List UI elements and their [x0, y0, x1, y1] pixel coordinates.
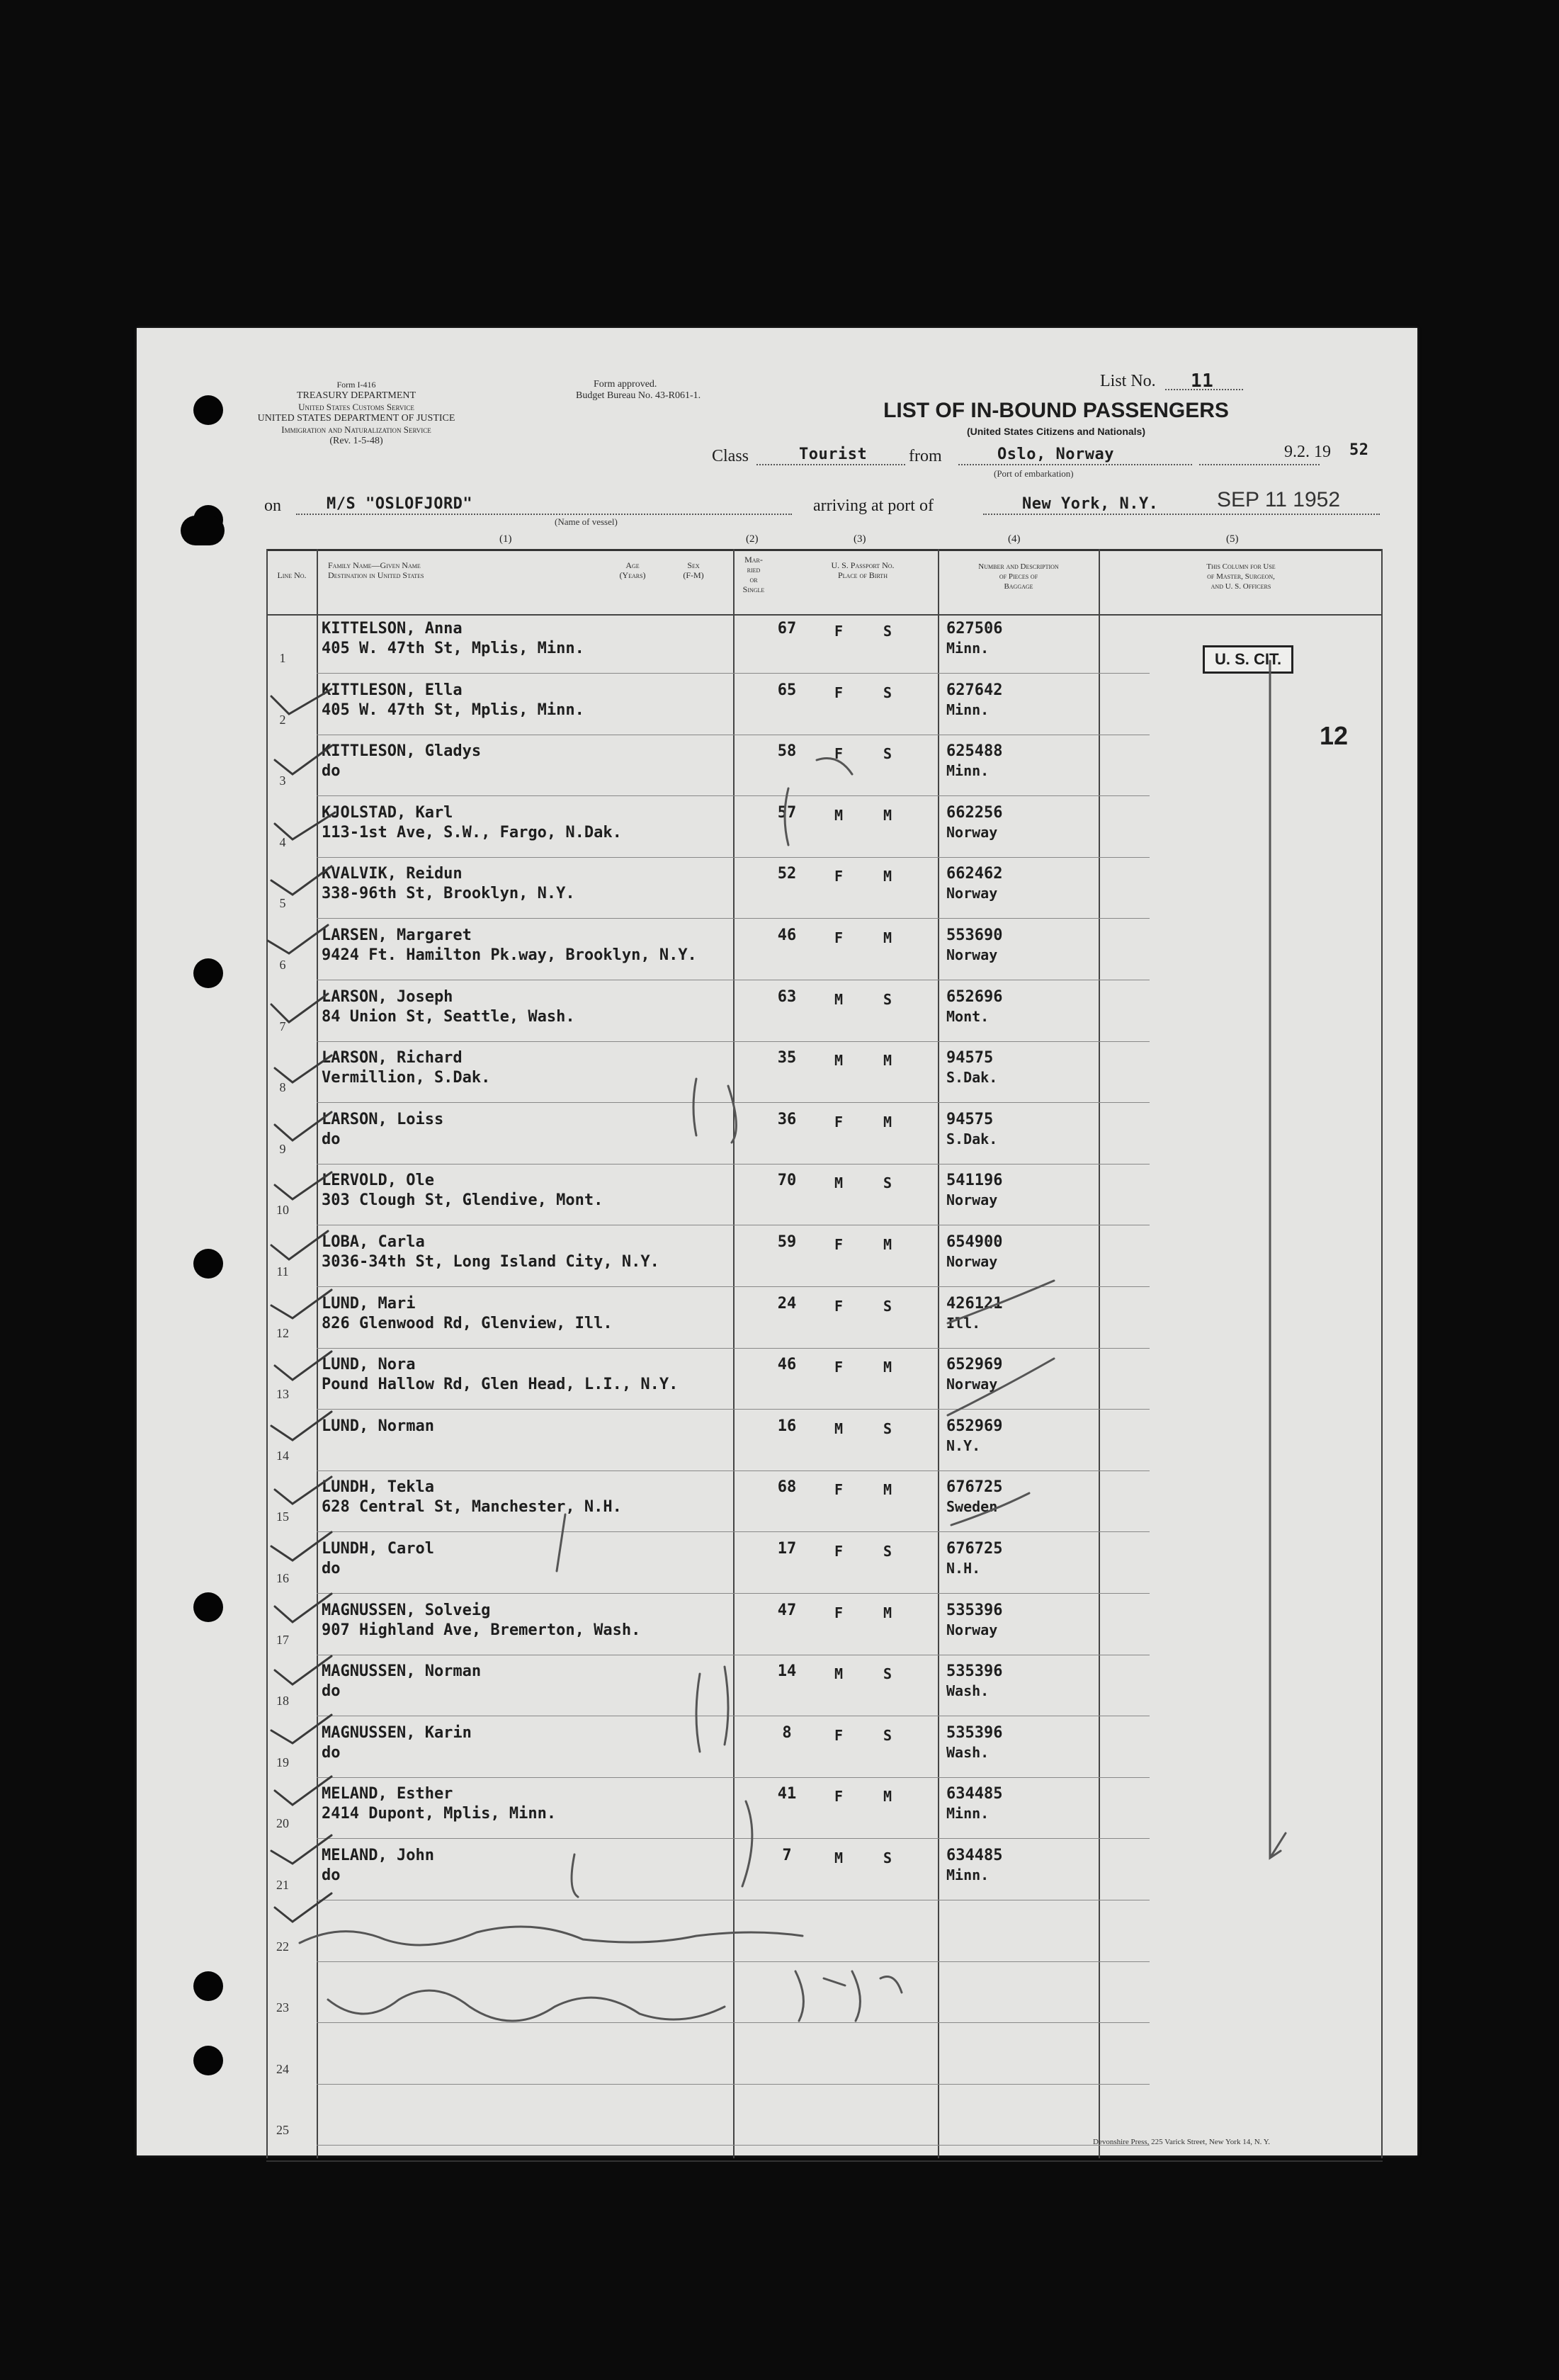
row-rule — [317, 795, 1150, 796]
table-row — [266, 2027, 1383, 2087]
line-number: 4 — [279, 834, 286, 849]
passport-number: 652969 — [946, 1356, 1003, 1374]
binder-hole — [193, 2046, 223, 2075]
passenger-name: KVALVIK, Reidun — [322, 865, 463, 883]
passenger-name: KITTELSON, Anna — [322, 620, 463, 638]
passport-number: 535396 — [946, 1601, 1003, 1619]
col-header-age: Age (Years) — [619, 560, 646, 580]
form-title: LIST OF IN-BOUND PASSENGERS — [883, 399, 1229, 422]
passenger-sex: F — [834, 623, 844, 640]
passenger-name: KITTLESON, Gladys — [322, 742, 482, 761]
passport-number: 94575 — [946, 1049, 994, 1067]
line-number: 9 — [279, 1141, 286, 1156]
line-number: 3 — [279, 774, 286, 788]
table-row — [266, 1167, 1383, 1228]
place-of-birth: Norway — [946, 1191, 998, 1209]
row-rule — [317, 1777, 1150, 1778]
passenger-sex: M — [834, 1849, 844, 1866]
destination-address: 826 Glenwood Rd, Glenview, Ill. — [322, 1314, 613, 1332]
passport-number: 627506 — [946, 620, 1003, 638]
place-of-birth: Minn. — [946, 640, 990, 657]
colnum-2: (2) — [746, 533, 759, 545]
table-row — [266, 1229, 1383, 1290]
passenger-sex: F — [834, 745, 844, 763]
passport-number: 654900 — [946, 1233, 1003, 1251]
line-number: 10 — [276, 1203, 289, 1218]
passenger-sex: F — [834, 1236, 844, 1253]
passenger-age: 52 — [777, 865, 797, 883]
place-of-birth: Mont. — [946, 1007, 990, 1025]
place-of-birth: Ill. — [946, 1314, 981, 1332]
destination-address: Vermillion, S.Dak. — [322, 1069, 491, 1087]
line-number: 20 — [276, 1816, 289, 1831]
class-label: Class — [712, 447, 749, 465]
col-header-name: Family Name—Given Name Destination in United States — [328, 560, 424, 580]
table-row — [266, 1352, 1383, 1412]
passport-number: 541196 — [946, 1172, 1003, 1190]
marital-status: M — [883, 1481, 892, 1499]
passport-number: 634485 — [946, 1785, 1003, 1803]
place-of-birth: Minn. — [946, 762, 990, 780]
list-no-label: List No. — [1100, 372, 1156, 390]
place-of-birth: N.Y. — [946, 1436, 981, 1454]
place-of-birth: Norway — [946, 885, 998, 902]
binder-hole — [193, 395, 223, 425]
marital-status: M — [883, 1604, 892, 1621]
line-number: 18 — [276, 1694, 289, 1708]
binder-hole — [193, 958, 223, 988]
place-of-birth: Norway — [946, 823, 998, 841]
line-number: 22 — [276, 1939, 289, 1954]
vessel-name: M/S "OSLOFJORD" — [327, 495, 473, 513]
line-number: 13 — [276, 1387, 289, 1402]
passenger-age: 17 — [777, 1540, 797, 1558]
marital-status: S — [883, 1665, 892, 1683]
line-number: 8 — [279, 1080, 286, 1095]
passenger-name: LUND, Nora — [322, 1356, 416, 1374]
manifest-page — [137, 328, 1417, 2155]
arrival-port: New York, N.Y. — [1022, 495, 1159, 513]
list-no-value: 11 — [1191, 370, 1214, 392]
line-number: 11 — [276, 1264, 289, 1279]
passenger-age: 63 — [777, 987, 797, 1006]
passenger-age: 7 — [782, 1847, 792, 1864]
place-of-birth: Norway — [946, 946, 998, 963]
passenger-name: LOBA, Carla — [322, 1233, 425, 1251]
treasury-dept: TREASURY DEPARTMENT — [296, 390, 416, 401]
marital-status: S — [883, 1174, 892, 1192]
port-line — [983, 514, 1380, 515]
line-number: 15 — [276, 1509, 289, 1524]
table-row — [266, 1781, 1383, 1842]
approval-block — [576, 379, 788, 402]
place-of-birth: Norway — [946, 1621, 998, 1638]
us-citizen-stamp: U. S. CIT. — [1203, 645, 1293, 674]
line-number: 5 — [279, 896, 286, 911]
passenger-name: LUNDH, Tekla — [322, 1478, 434, 1497]
destination-address: 338-96th St, Brooklyn, N.Y. — [322, 885, 575, 903]
passenger-name: MELAND, John — [322, 1847, 434, 1864]
table-row — [266, 1413, 1383, 1474]
row-rule — [317, 1531, 1150, 1532]
date-line — [1199, 464, 1320, 465]
place-of-birth: S.Dak. — [946, 1130, 998, 1148]
binder-hole — [193, 1971, 223, 2001]
passenger-age: 36 — [777, 1110, 797, 1128]
table-row — [266, 738, 1383, 799]
col-header-passport: U. S. Passport No. Place of Birth — [831, 560, 895, 580]
passenger-age: 35 — [777, 1049, 797, 1067]
destination-address: 405 W. 47th St, Mplis, Minn. — [322, 640, 584, 657]
table-row — [266, 1658, 1383, 1719]
destination-address: do — [322, 1866, 341, 1884]
place-of-birth: Minn. — [946, 1805, 990, 1823]
vessel-note: (Name of vessel) — [555, 516, 618, 527]
marital-status: M — [883, 1788, 892, 1806]
table-row — [266, 1965, 1383, 2026]
destination-address: 84 Union St, Seattle, Wash. — [322, 1007, 575, 1026]
form-agency-block — [257, 379, 455, 447]
passenger-name: MELAND, Esther — [322, 1785, 453, 1803]
table-row — [266, 984, 1383, 1045]
passport-number: 652969 — [946, 1417, 1003, 1435]
passport-number: 676725 — [946, 1540, 1003, 1558]
row-rule — [317, 1593, 1150, 1594]
destination-address: 405 W. 47th St, Mplis, Minn. — [322, 701, 584, 719]
passenger-sex: M — [834, 1420, 844, 1437]
colnum-3: (3) — [854, 533, 866, 545]
passport-number: 94575 — [946, 1110, 994, 1128]
ins-service: Immigration and Naturalization Service — [281, 424, 431, 435]
passenger-age: 46 — [777, 926, 797, 944]
line-number: 25 — [276, 2123, 289, 2138]
passenger-age: 68 — [777, 1478, 797, 1497]
table-row — [266, 1720, 1383, 1781]
marital-status: S — [883, 1297, 892, 1315]
passenger-sex: F — [834, 1297, 844, 1315]
passport-number: 625488 — [946, 742, 1003, 761]
passenger-name: LERVOLD, Ole — [322, 1172, 434, 1190]
table-row — [266, 1904, 1383, 1965]
place-of-birth: Norway — [946, 1253, 998, 1270]
destination-address: do — [322, 1682, 341, 1701]
passenger-age: 16 — [777, 1417, 797, 1435]
line-number: 1 — [279, 651, 286, 665]
marital-status: S — [883, 1543, 892, 1560]
passenger-name: LUND, Mari — [322, 1294, 416, 1313]
marital-status: M — [883, 806, 892, 824]
form-number: Form I-416 — [336, 380, 376, 390]
place-of-birth: Sweden — [946, 1498, 998, 1516]
place-of-birth: Wash. — [946, 1743, 990, 1761]
table-row — [266, 1291, 1383, 1352]
colnum-5: (5) — [1226, 533, 1239, 545]
passenger-age: 67 — [777, 620, 797, 638]
row-rule — [317, 2145, 1150, 2146]
form-approved: Form approved. — [594, 379, 657, 390]
from-line — [958, 464, 1192, 465]
class-value: Tourist — [799, 446, 868, 463]
passenger-name: LARSON, Loiss — [322, 1110, 444, 1128]
on-label: on — [264, 497, 281, 515]
form-revision: (Rev. 1-5-48) — [329, 436, 383, 446]
row-rule — [317, 918, 1150, 919]
destination-address: 113-1st Ave, S.W., Fargo, N.Dak. — [322, 823, 622, 842]
arrival-date-stamp: SEP 11 1952 — [1217, 488, 1341, 511]
row-rule — [317, 1348, 1150, 1349]
destination-address: do — [322, 1130, 341, 1148]
line-number: 14 — [276, 1448, 289, 1463]
vessel-line — [296, 514, 792, 515]
table-row — [266, 1474, 1383, 1535]
destination-address: 907 Highland Ave, Bremerton, Wash. — [322, 1621, 641, 1639]
row-rule — [317, 1961, 1150, 1962]
passenger-name: MAGNUSSEN, Solveig — [322, 1601, 491, 1619]
row-rule — [317, 2022, 1150, 2023]
row-rule — [317, 1102, 1150, 1103]
justice-dept: UNITED STATES DEPARTMENT OF JUSTICE — [257, 413, 455, 424]
passenger-name: LARSON, Joseph — [322, 987, 453, 1006]
passport-number: 662462 — [946, 865, 1003, 883]
passenger-name: LARSEN, Margaret — [322, 926, 472, 944]
row-rule — [317, 1470, 1150, 1471]
passenger-sex: F — [834, 1788, 844, 1806]
destination-address: 2414 Dupont, Mplis, Minn. — [322, 1805, 557, 1823]
destination-address: 9424 Ft. Hamilton Pk.way, Brooklyn, N.Y. — [322, 946, 697, 964]
port-embarkation-note: (Port of embarkation) — [994, 468, 1074, 479]
class-line — [756, 464, 905, 465]
budget-bureau: Budget Bureau No. 43-R061-1. — [576, 390, 701, 401]
destination-address: do — [322, 1743, 341, 1762]
passenger-name: MAGNUSSEN, Karin — [322, 1723, 472, 1742]
passenger-sex: M — [834, 1665, 844, 1683]
line-number: 19 — [276, 1755, 289, 1769]
marital-status: M — [883, 1052, 892, 1070]
line-number: 23 — [276, 2000, 289, 2015]
table-row — [266, 1106, 1383, 1167]
table-row — [266, 677, 1383, 738]
passenger-sex: M — [834, 1174, 844, 1192]
passenger-name: LARSON, Richard — [322, 1049, 463, 1067]
colnum-1: (1) — [499, 533, 512, 545]
destination-address: do — [322, 762, 341, 781]
passenger-age: 41 — [777, 1785, 797, 1803]
passenger-age: 70 — [777, 1172, 797, 1190]
line-number: 7 — [279, 1019, 286, 1033]
binder-hole — [193, 1592, 223, 1622]
row-rule — [317, 2084, 1150, 2085]
row-rule — [317, 1041, 1150, 1042]
passenger-sex: M — [834, 1052, 844, 1070]
passenger-sex: F — [834, 1359, 844, 1376]
row-rule — [317, 1838, 1150, 1839]
line-number: 2 — [279, 712, 286, 727]
line-number: 6 — [279, 958, 286, 972]
table-row — [266, 800, 1383, 861]
passenger-sex: F — [834, 1543, 844, 1560]
marital-status: M — [883, 1113, 892, 1130]
date-prefix: 9.2. 19 — [1284, 443, 1331, 461]
line-number: 12 — [276, 1325, 289, 1340]
table-row — [266, 1597, 1383, 1658]
passenger-age: 24 — [777, 1294, 797, 1313]
passenger-age: 58 — [777, 742, 797, 761]
marital-status: M — [883, 1359, 892, 1376]
marital-status: M — [883, 868, 892, 885]
passenger-age: 57 — [777, 803, 797, 822]
line-number: 21 — [276, 1878, 289, 1892]
marital-status: S — [883, 745, 892, 763]
marital-status: S — [883, 990, 892, 1008]
passenger-name: LUND, Norman — [322, 1417, 434, 1435]
passport-number: 553690 — [946, 926, 1003, 944]
destination-address: 3036-34th St, Long Island City, N.Y. — [322, 1253, 659, 1271]
table-row — [266, 1842, 1383, 1903]
passport-number: 634485 — [946, 1847, 1003, 1864]
destination-address: Pound Hallow Rd, Glen Head, L.I., N.Y. — [322, 1376, 679, 1394]
passenger-name: KITTLESON, Ella — [322, 681, 463, 699]
marital-status: S — [883, 1726, 892, 1744]
passenger-sex: M — [834, 990, 844, 1008]
table-row — [266, 1045, 1383, 1106]
passenger-sex: F — [834, 929, 844, 946]
passenger-age: 46 — [777, 1356, 797, 1374]
row-rule — [317, 857, 1150, 858]
passport-number: 676725 — [946, 1478, 1003, 1497]
marital-status: S — [883, 1849, 892, 1866]
place-of-birth: Norway — [946, 1376, 998, 1393]
passenger-sex: F — [834, 684, 844, 701]
passenger-sex: F — [834, 868, 844, 885]
passenger-sex: F — [834, 1481, 844, 1499]
marital-status: S — [883, 623, 892, 640]
date-year: 52 — [1349, 441, 1369, 459]
binder-hole — [181, 516, 225, 545]
table-row — [266, 861, 1383, 922]
passport-number: 426121 — [946, 1294, 1003, 1313]
passenger-sex: F — [834, 1113, 844, 1130]
passport-number: 627642 — [946, 681, 1003, 699]
row-rule — [317, 1409, 1150, 1410]
colnum-4: (4) — [1008, 533, 1021, 545]
col-header-baggage: Number and Description of Pieces of Baggage — [978, 562, 1059, 591]
col-header-sex: Sex (F-M) — [683, 560, 704, 580]
passenger-age: 65 — [777, 681, 797, 699]
passport-number: 662256 — [946, 803, 1003, 822]
place-of-birth: Minn. — [946, 701, 990, 718]
place-of-birth: S.Dak. — [946, 1069, 998, 1087]
passenger-sex: F — [834, 1604, 844, 1621]
printer-imprint: Devonshire Press, 225 Varick Street, New York 14, N. Y. — [1093, 2138, 1271, 2146]
table-row — [266, 922, 1383, 983]
form-subtitle: (United States Citizens and Nationals) — [966, 426, 1146, 437]
passport-number: 652696 — [946, 987, 1003, 1006]
place-of-birth: N.H. — [946, 1560, 981, 1577]
place-of-birth: Minn. — [946, 1866, 990, 1883]
passenger-name: LUNDH, Carol — [322, 1540, 434, 1558]
passenger-sex: F — [834, 1726, 844, 1744]
officer-tally: 12 — [1320, 721, 1349, 750]
customs-service: United States Customs Service — [298, 402, 414, 412]
destination-address: 628 Central St, Manchester, N.H. — [322, 1498, 622, 1517]
passenger-name: KJOLSTAD, Karl — [322, 803, 453, 822]
passenger-age: 14 — [777, 1662, 797, 1681]
passenger-age: 59 — [777, 1233, 797, 1251]
binder-hole — [193, 1249, 223, 1279]
row-rule — [317, 673, 1150, 674]
passport-number: 535396 — [946, 1723, 1003, 1742]
passenger-sex: M — [834, 806, 844, 824]
col-header-married: Mar- ried or Single — [742, 555, 765, 594]
row-rule — [317, 1286, 1150, 1287]
marital-status: S — [883, 1420, 892, 1437]
destination-address: do — [322, 1560, 341, 1577]
col-header-officers: This Column for Use of Master, Surgeon, and U. S. Officers — [1206, 562, 1276, 591]
passenger-age: 47 — [777, 1601, 797, 1619]
marital-status: M — [883, 929, 892, 946]
line-number: 16 — [276, 1571, 289, 1585]
passenger-age: 8 — [782, 1723, 792, 1742]
passenger-name: MAGNUSSEN, Norman — [322, 1662, 482, 1681]
destination-address: 303 Clough St, Glendive, Mont. — [322, 1191, 603, 1210]
table-row — [266, 1536, 1383, 1597]
from-value: Oslo, Norway — [997, 446, 1114, 463]
passport-number: 535396 — [946, 1662, 1003, 1681]
arriving-label: arriving at port of — [813, 497, 934, 515]
line-number: 17 — [276, 1632, 289, 1647]
marital-status: S — [883, 684, 892, 701]
marital-status: M — [883, 1236, 892, 1253]
from-label: from — [909, 447, 942, 465]
col-header-line-no: Line No. — [277, 570, 307, 580]
line-number: 24 — [276, 2061, 289, 2076]
place-of-birth: Wash. — [946, 1682, 990, 1700]
